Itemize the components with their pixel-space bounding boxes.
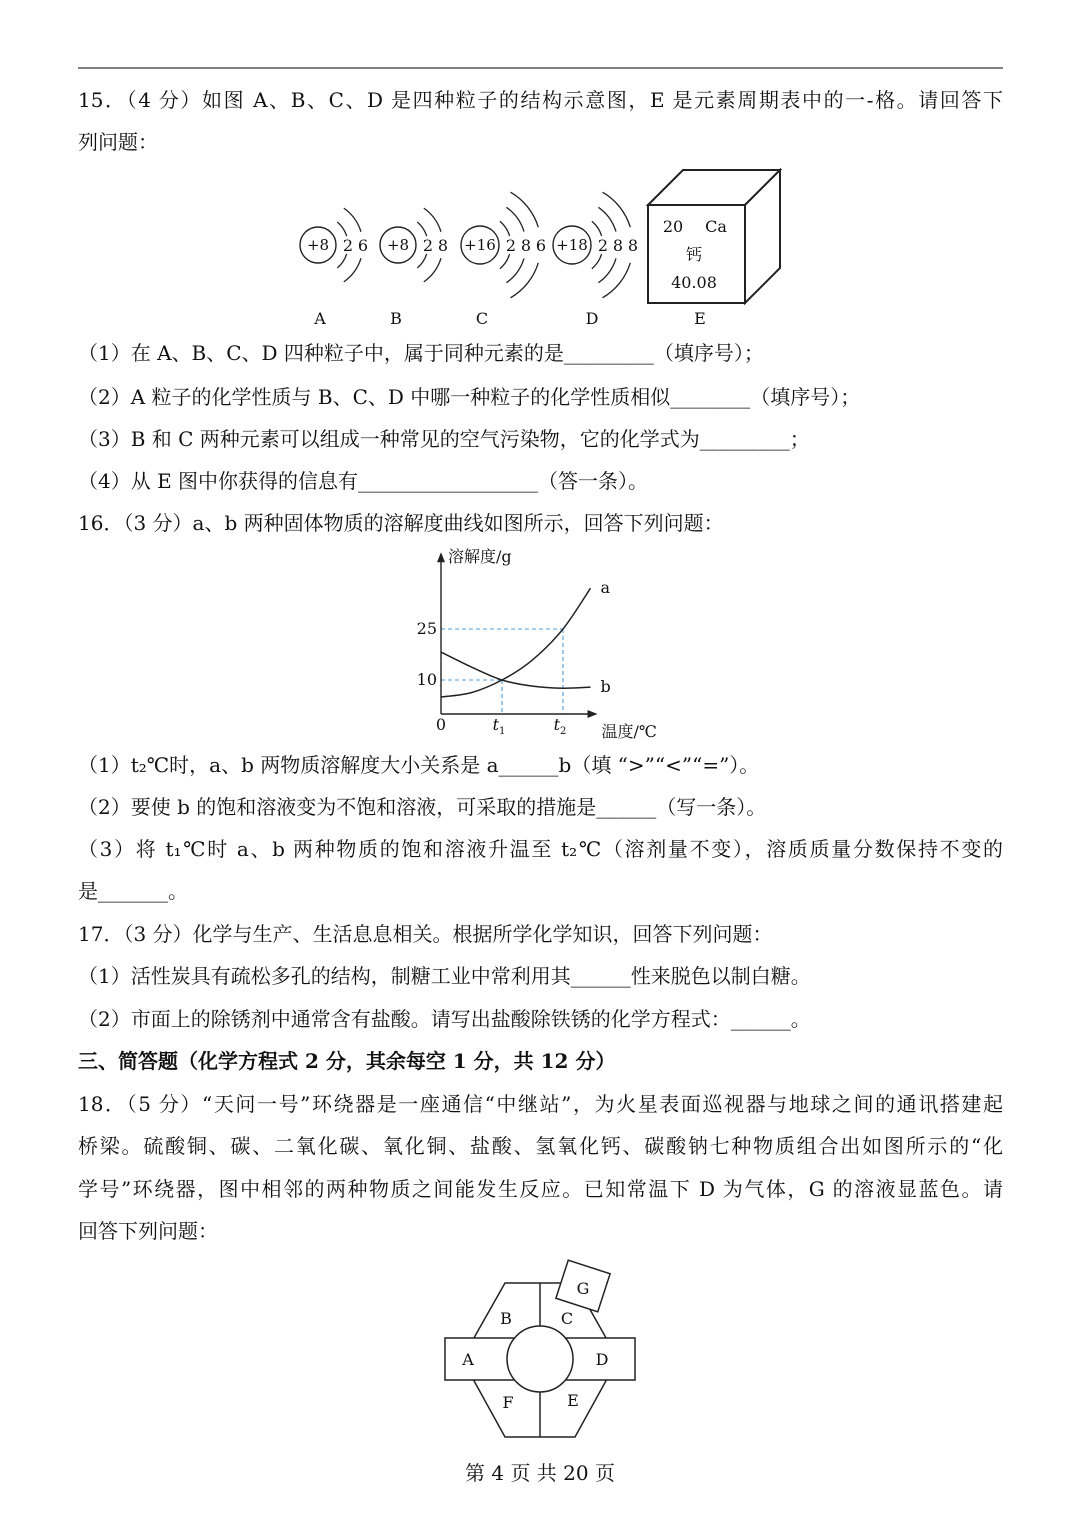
origin-label: 0 xyxy=(435,715,447,734)
shell-electron-count: 6 xyxy=(357,236,369,255)
electron-shell-arc xyxy=(592,254,602,269)
particle-c xyxy=(461,192,546,328)
shell-electron-count: 2 xyxy=(597,236,609,255)
series-label-b: b xyxy=(600,677,611,697)
atomic-number: 20 xyxy=(662,217,684,236)
electron-shell-arc xyxy=(511,263,539,298)
electron-shell-arc xyxy=(500,254,510,269)
q18-line-4: 回答下列问题： xyxy=(78,1219,218,1243)
center-circle xyxy=(507,1326,573,1392)
curve-a xyxy=(441,588,591,697)
q18-line-2: 桥梁。硫酸铜、碳、二氧化碳、氧化铜、盐酸、氢氧化钙、碳酸钠七种物质组合出如图所示的“化 xyxy=(78,1134,1003,1158)
y-tick-label: 25 xyxy=(416,619,437,638)
nucleus-charge: +18 xyxy=(556,236,588,254)
particle-label: C xyxy=(475,309,489,328)
solubility-chart xyxy=(417,547,657,741)
electron-shell-arc xyxy=(337,254,346,268)
electron-shell-arc xyxy=(344,208,361,232)
element-symbol: Ca xyxy=(705,217,727,236)
q16-question-3: （3）将 t₁℃时 a、b 两种物质的饱和溶液升温至 t₂℃（溶剂量不变），溶质质量分数保持不变的 xyxy=(78,837,1003,861)
electron-shell-arc xyxy=(603,263,631,298)
x-tick-subscript: 1 xyxy=(499,726,506,737)
atomic-mass: 40.08 xyxy=(671,273,717,292)
orbiter-figure xyxy=(445,1260,635,1437)
electron-shell-arc xyxy=(417,222,426,236)
region-e-label: E xyxy=(567,1391,579,1410)
q17-question-1: （1）活性炭具有疏松多孔的结构，制糖工业中常利用其______性来脱色以制白糖。 xyxy=(78,964,811,988)
q18-line-3: 学号”环绕器，图中相邻的两种物质之间能发生反应。已知常温下 D 为气体，G 的溶液显蓝色。请 xyxy=(78,1177,1003,1201)
shell-electron-count: 8 xyxy=(437,236,449,255)
y-axis-title: 溶解度/g xyxy=(448,547,512,567)
electron-shell-arc xyxy=(506,207,524,231)
q16-stem: 16．（3 分）a、b 两种固体物质的溶解度曲线如图所示，回答下列问题： xyxy=(78,511,724,535)
shell-electron-count: 6 xyxy=(535,236,547,255)
region-a-label: A xyxy=(462,1350,474,1369)
particle-b xyxy=(380,208,448,328)
x-tick-base: t xyxy=(492,715,500,734)
particle-a xyxy=(300,208,368,328)
curve-b xyxy=(441,652,591,688)
shell-electron-count: 8 xyxy=(612,236,624,255)
q18-line-1: 18．（5 分）“天问一号”环绕器是一座通信“中继站”，为火星表面巡视器与地球之间的通讯搭建起 xyxy=(78,1092,1003,1116)
particle-structure-figure xyxy=(300,192,638,328)
q17-stem: 17．（3 分）化学与生产、生活息息相关。根据所学化学知识，回答下列问题： xyxy=(78,922,773,946)
electron-shell-arc xyxy=(598,207,616,231)
electron-shell-arc xyxy=(598,258,616,282)
x-tick-label xyxy=(554,715,567,737)
electron-shell-arc xyxy=(424,208,441,232)
shell-electron-count: 8 xyxy=(627,236,639,255)
element-cell-figure xyxy=(648,170,780,328)
element-cell-label: E xyxy=(694,309,706,328)
q15-question-1: （1）在 A、B、C、D 四种粒子中，属于同种元素的是_________（填序号）； xyxy=(78,341,764,365)
page-footer: 第 4 页 共 20 页 xyxy=(465,1461,615,1485)
electron-shell-arc xyxy=(337,222,346,236)
electron-shell-arc xyxy=(424,258,441,282)
nucleus-charge: +8 xyxy=(306,236,330,254)
q15-question-2: （2）A 粒子的化学性质与 B、C、D 中哪一种粒子的化学性质相似________（填序号）； xyxy=(78,385,861,409)
region-g-label: G xyxy=(576,1279,590,1298)
nucleus-charge: +16 xyxy=(464,236,496,254)
x-axis-arrow xyxy=(588,710,598,718)
q15-question-3: （3）B 和 C 两种元素可以组成一种常见的空气污染物，它的化学式为_________； xyxy=(78,427,810,451)
region-d-label: D xyxy=(595,1350,609,1369)
q16-question-3-cont: 是_______。 xyxy=(78,879,188,903)
electron-shell-arc xyxy=(344,258,361,282)
q15-stem-line-2: 列问题： xyxy=(78,130,158,154)
region-c-label: C xyxy=(560,1309,574,1328)
q16-question-2: （2）要使 b 的饱和溶液变为不饱和溶液，可采取的措施是______（写一条）。 xyxy=(78,795,767,819)
x-tick-subscript: 2 xyxy=(560,726,567,737)
y-tick-label: 10 xyxy=(416,670,437,689)
electron-shell-arc xyxy=(500,221,510,236)
x-tick-label xyxy=(493,715,506,737)
shell-electron-count: 2 xyxy=(505,236,517,255)
series-label-a: a xyxy=(600,578,610,598)
y-axis-arrow xyxy=(437,552,445,562)
particle-d xyxy=(553,192,638,328)
electron-shell-arc xyxy=(506,258,524,282)
shell-electron-count: 2 xyxy=(342,236,354,255)
particle-label: B xyxy=(390,309,402,328)
electron-shell-arc xyxy=(592,221,602,236)
q15-stem-line-1: 15．（4 分）如图 A、B、C、D 是四种粒子的结构示意图，E 是元素周期表中的一-格。请回答下 xyxy=(78,88,1003,112)
electron-shell-arc xyxy=(603,192,631,227)
q16-question-1: （1）t₂℃时，a、b 两物质溶解度大小关系是 a______b（填 “>”“<”“=”）。 xyxy=(78,753,760,777)
region-b-label: B xyxy=(500,1309,512,1328)
region-f-label: F xyxy=(502,1393,514,1412)
q17-question-2: （2）市面上的除锈剂中通常含有盐酸。请写出盐酸除铁锈的化学方程式：______。 xyxy=(78,1007,811,1031)
electron-shell-arc xyxy=(511,192,539,227)
section-3-title: 三、简答题（化学方程式 2 分，其余每空 1 分，共 12 分） xyxy=(78,1049,616,1073)
particle-label: D xyxy=(585,309,599,328)
electron-shell-arc xyxy=(417,254,426,268)
x-tick-base: t xyxy=(553,715,561,734)
element-name: 钙 xyxy=(685,245,703,264)
shell-electron-count: 2 xyxy=(422,236,434,255)
particle-label: A xyxy=(314,309,326,328)
x-axis-title: 温度/℃ xyxy=(601,722,657,741)
nucleus-charge: +8 xyxy=(386,236,410,254)
q15-question-4: （4）从 E 图中你获得的信息有__________________（答一条）。 xyxy=(78,469,649,493)
shell-electron-count: 8 xyxy=(520,236,532,255)
